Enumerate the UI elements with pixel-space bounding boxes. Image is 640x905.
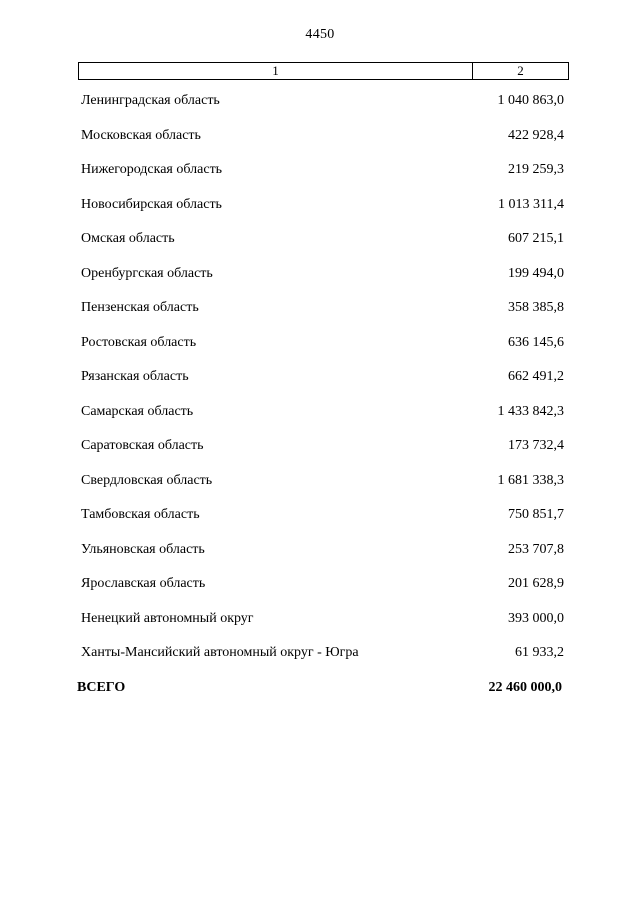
region-value: 607 215,1 — [508, 231, 564, 246]
region-value: 750 851,7 — [508, 507, 564, 522]
table-row — [0, 611, 640, 646]
region-name: Самарская область — [81, 403, 194, 419]
table-row — [0, 231, 640, 266]
region-name: Ростовская область — [81, 334, 197, 350]
table-row — [0, 197, 640, 232]
region-value: 1 013 311,4 — [498, 196, 564, 212]
column-header-1: 1 — [79, 63, 473, 79]
table-row — [0, 438, 640, 473]
region-name: Омская область — [81, 231, 175, 246]
region-name: Пензенская область — [81, 300, 199, 315]
column-header-2: 2 — [517, 63, 524, 78]
table-row — [0, 507, 640, 542]
table-row — [0, 542, 640, 577]
region-name: Тамбовская область — [81, 507, 200, 522]
table-header — [78, 62, 569, 80]
region-name: Ханты-Мансийский автономный округ - Югра — [81, 645, 359, 660]
region-value: 422 928,4 — [508, 127, 564, 143]
region-name: Оренбургская область — [81, 265, 213, 281]
region-value: 1 681 338,3 — [497, 472, 564, 488]
region-value: 201 628,9 — [508, 576, 564, 591]
region-name: Рязанская область — [81, 369, 189, 384]
region-value: 358 385,8 — [508, 300, 564, 315]
table-row — [0, 335, 640, 370]
region-name: Саратовская область — [81, 438, 204, 453]
region-name: Новосибирская область — [81, 196, 222, 212]
region-name: Ненецкий автономный округ — [81, 610, 254, 626]
region-value: 253 707,8 — [508, 541, 564, 557]
table-row — [0, 162, 640, 197]
total-label: ВСЕГО — [77, 680, 126, 695]
total-row — [0, 680, 640, 700]
region-value: 393 000,0 — [508, 610, 564, 626]
table-body — [0, 93, 640, 680]
region-value: 173 732,4 — [508, 438, 564, 453]
region-name: Свердловская область — [81, 472, 213, 488]
table-row — [0, 645, 640, 680]
region-name: Нижегородская область — [81, 162, 223, 177]
page-number: 4450 — [305, 27, 335, 42]
table-row — [0, 369, 640, 404]
region-value: 219 259,3 — [508, 162, 564, 177]
region-value: 199 494,0 — [508, 265, 564, 281]
region-name: Ленинградская область — [81, 93, 220, 108]
region-name: Московская область — [81, 127, 201, 143]
region-name: Ульяновская область — [81, 541, 205, 557]
table-row — [0, 266, 640, 301]
table-row — [0, 128, 640, 163]
total-value: 22 460 000,0 — [488, 680, 562, 695]
table-row — [0, 576, 640, 611]
region-value: 1 433 842,3 — [497, 403, 564, 419]
table-row — [0, 93, 640, 128]
region-value: 636 145,6 — [508, 334, 564, 350]
region-value: 1 040 863,0 — [497, 93, 564, 108]
region-name: Ярославская область — [81, 576, 206, 591]
table-row — [0, 404, 640, 439]
table-row — [0, 473, 640, 508]
table-row — [0, 300, 640, 335]
region-value: 662 491,2 — [508, 369, 564, 384]
region-value: 61 933,2 — [515, 645, 564, 660]
